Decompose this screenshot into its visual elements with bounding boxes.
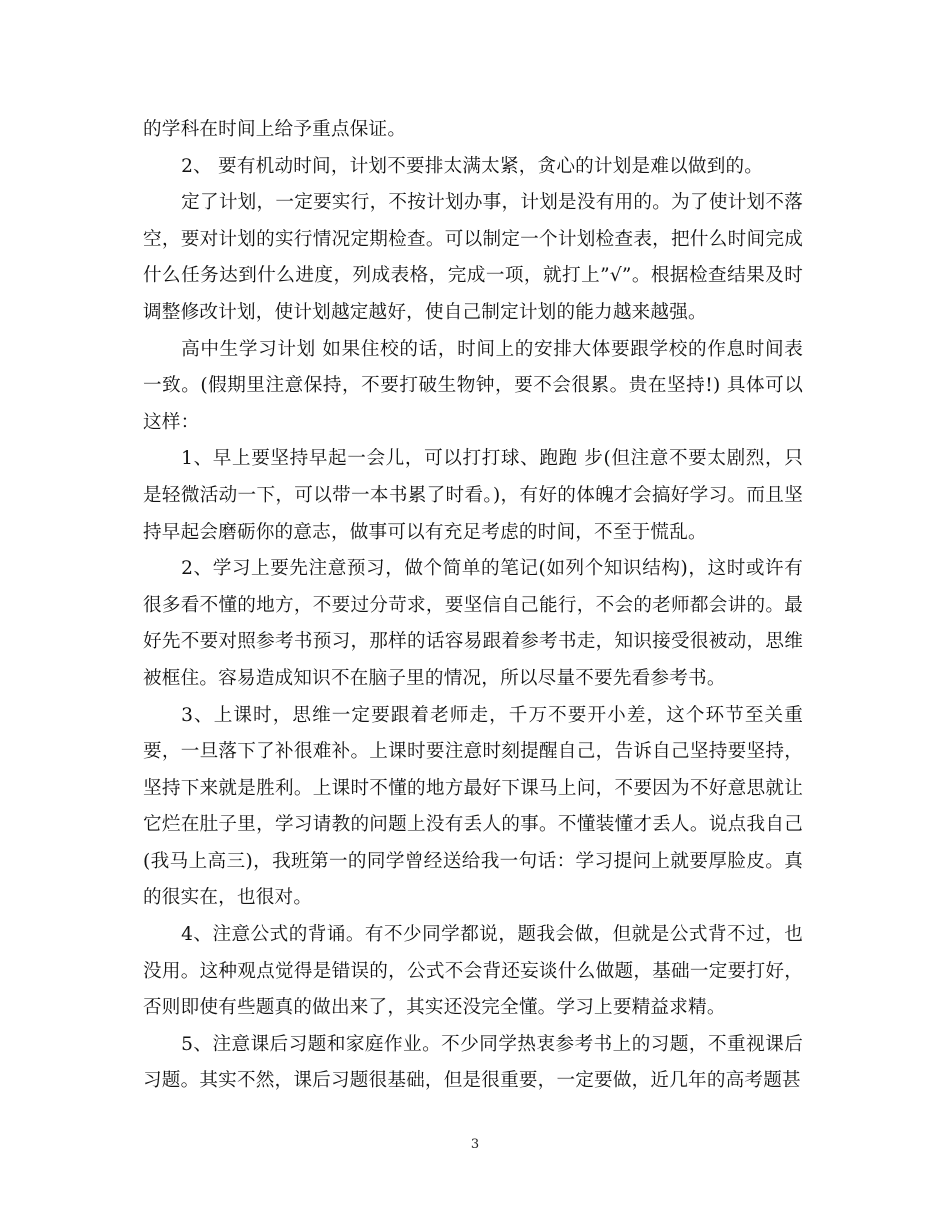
paragraph-4: 高中生学习计划 如果住校的话，时间上的安排大体要跟学校的作息时间表一致。(假期里注意保持，不要打破生物钟，要不会很累。贵在坚持!) 具体可以这样： (143, 338, 803, 433)
paragraph-5: 1、早上要坚持早起一会儿，可以打打球、跑跑 步(但注意不要太剧烈，只是轻微活动一下，可以带一本书累了时看。)，有好的体魄才会搞好学习。而且坚持早起会磨砺你的意志，做事可以有充足考虑的时间，不至于慌乱。 (143, 448, 803, 543)
paragraph-6: 2、学习上要先注意预习，做个简单的笔记(如列个知识结构)，这时或许有很多看不懂的地方，不要过分苛求，要坚信自己能行，不会的老师都会讲的。最好先不要对照参考书预习，那样的话容易跟着参考书走，知识接受很被动，思维被框住。容易造成知识不在脑子里的情况，所以尽量不要先看参考书。 (143, 558, 803, 689)
page-number: 3 (470, 1137, 480, 1152)
paragraph-3: 定了计划，一定要实行，不按计划办事，计划是没有用的。为了使计划不落空，要对计划的实行情况定期检查。可以制定一个计划检查表，把什么时间完成什么任务达到什么进度，列成表格，完成一项，就打上”√”。根据检查结果及时调整修改计划，使计划越定越好，使自己制定计划的能力越来越强。 (143, 192, 803, 323)
paragraph-8: 4、注意公式的背诵。有不少同学都说，题我会做，但就是公式背不过，也没用。这种观点觉得是错误的，公式不会背还妄谈什么做题，基础一定要打好，否则即使有些题真的做出来了，其实还没完全懂。学习上要精益求精。 (143, 924, 803, 1019)
paragraph-7: 3、上课时，思维一定要跟着老师走，千万不要开小差，这个环节至关重要，一旦落下了补很难补。上课时要注意时刻提醒自己，告诉自己坚持要坚持，坚持下来就是胜利。上课时不懂的地方最好下课马上问，不要因为不好意思就让它烂在肚子里，学习请教的问题上没有丢人的事。不懂装懂才丢人。说点我自己(我马上高三)，我班第一的同学曾经送给我一句话：学习提问上就要厚脸皮。真的很实在，也很对。 (143, 704, 803, 909)
paragraph-9: 5、注意课后习题和家庭作业。不少同学热衷参考书上的习题，不重视课后习题。其实不然，课后习题很基础，但是很重要，一定要做，近几年的高考题甚 (143, 1033, 803, 1092)
paragraph-2: 2、 要有机动时间，计划不要排太满太紧，贪心的计划是难以做到的。 (181, 155, 764, 177)
paragraph-1: 的学科在时间上给予重点保证。 (143, 119, 407, 140)
document-body (143, 112, 803, 1100)
